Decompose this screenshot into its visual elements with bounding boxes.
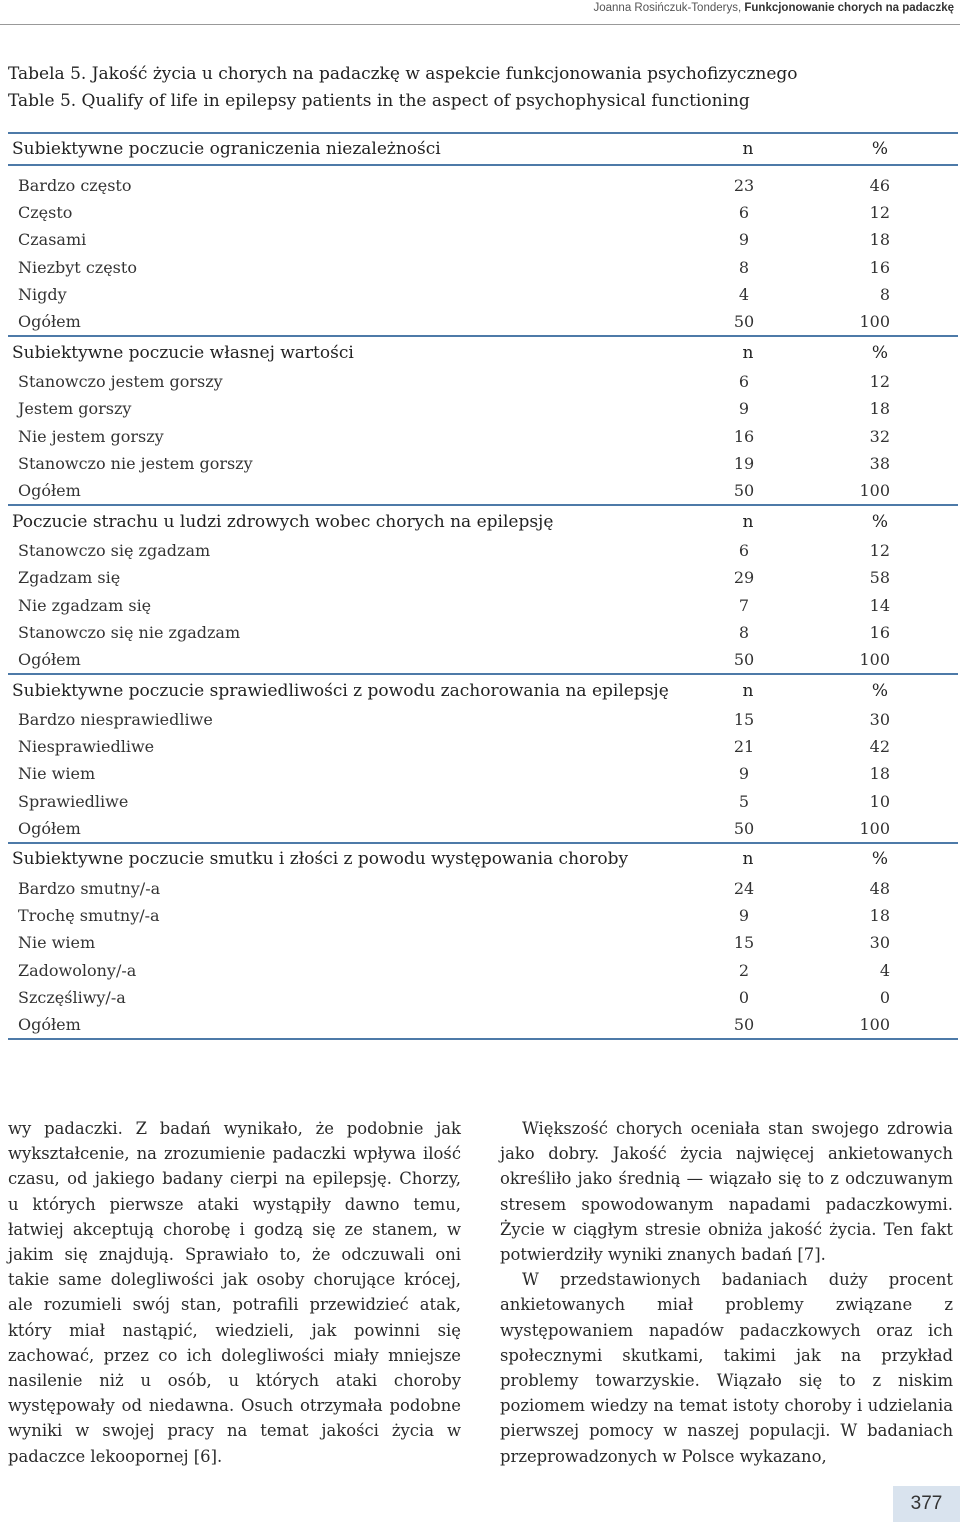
row-percent: 38 bbox=[869, 453, 890, 473]
running-header bbox=[0, 0, 960, 24]
body-column-left bbox=[8, 1116, 461, 1469]
row-n: 8 bbox=[738, 257, 750, 277]
row-n: 5 bbox=[738, 791, 750, 811]
row-percent: 18 bbox=[869, 764, 890, 784]
table-caption-en: Table 5. Qualify of life in epilepsy patients in the aspect of psychophysical functioning bbox=[8, 91, 750, 111]
section-title: Subiektywne poczucie sprawiedliwości z powodu zachorowania na epilepsję bbox=[12, 680, 669, 701]
row-percent: 16 bbox=[869, 257, 890, 277]
table-row bbox=[8, 199, 958, 226]
row-percent: 100 bbox=[859, 480, 890, 500]
body-paragraph: wy padaczki. Z badań wynikało, że podobnie jak wykształcenie, na zrozumienie padaczki wpływa ilość czasu, od jakiego badany cierpi na epilepsję. Chorzy, u których pierwsze ataki wystąpiły dawno temu, łatwiej akceptują chorobę i godzą się ze stanem, w jakim się znajdują. Sprawiało to, że odczuwali oni takie same dolegliwości jak osoby chorujące krócej, ale rozumieli swój stan, potrafili przewidzieć atak, który miał nastąpić, wiedzieli, jak powinni się zachować, przez co ich dolegliwości miały mniejsze nasilenie niż u osób, u których ataki choroby występowały od niedawna. Osuch otrzymała podobne wyniki w swojej pracy na temat jakości życia w padaczce lekoopornej [6]. bbox=[8, 1119, 461, 1466]
row-percent: 100 bbox=[859, 312, 890, 332]
table-row bbox=[8, 706, 958, 733]
table-row bbox=[8, 646, 958, 673]
row-label: Ogółem bbox=[18, 649, 81, 669]
table-row bbox=[8, 395, 958, 422]
row-percent: 42 bbox=[869, 737, 890, 757]
row-n: 9 bbox=[738, 230, 750, 250]
row-n: 6 bbox=[738, 541, 750, 561]
table-row bbox=[8, 760, 958, 787]
column-n-label: n bbox=[742, 680, 754, 701]
row-n: 50 bbox=[733, 480, 755, 500]
row-label: Trochę smutny/-a bbox=[18, 906, 160, 926]
table-caption-pl: Tabela 5. Jakość życia u chorych na padaczkę w aspekcie funkcjonowania psychofizycznego bbox=[8, 64, 798, 84]
table-row bbox=[8, 1011, 958, 1038]
row-n: 50 bbox=[733, 1014, 755, 1034]
row-label: Stanowczo się zgadzam bbox=[18, 541, 211, 561]
row-n: 29 bbox=[733, 568, 755, 588]
table-row bbox=[8, 815, 958, 842]
body-paragraph: W przedstawionych badaniach duży procent ankietowanych miał problemy związane z występowaniem napadów padaczkowych oraz ich społecznymi skutkami, takimi jak na przykład problemy towarzyskie. Wiązało się to z niskim poziomem wiedzy na temat istoty choroby i udzielania pierwszej pomocy w naszej populacji. W badaniach przeprowadzonych w Polsce wykazano, bbox=[500, 1270, 953, 1466]
table-row bbox=[8, 308, 958, 335]
table-row bbox=[8, 591, 958, 618]
row-n: 6 bbox=[738, 203, 750, 223]
row-n: 9 bbox=[738, 399, 750, 419]
row-label: Stanowczo nie jestem gorszy bbox=[18, 453, 253, 473]
row-label: Często bbox=[18, 203, 73, 223]
body-column-right bbox=[500, 1116, 953, 1469]
row-label: Bardzo niesprawiedliwe bbox=[18, 710, 213, 730]
row-label: Stanowczo jestem gorszy bbox=[18, 372, 223, 392]
row-percent: 48 bbox=[869, 879, 890, 899]
header-rule bbox=[8, 164, 958, 166]
row-percent: 10 bbox=[869, 791, 890, 811]
row-n: 50 bbox=[733, 818, 755, 838]
body-paragraph: Większość chorych oceniała stan swojego zdrowia jako dobry. Jakość życia najwięcej ankietowanych określiło jako średnią — wiązało się to z odczuwanym stresem spowodowanym napadami padaczkowymi. Życie w ciągłym stresie obniża jakość życia. Ten fakt potwierdziły wyniki znanych badań [7]. bbox=[500, 1119, 953, 1265]
row-n: 9 bbox=[738, 906, 750, 926]
column-percent-label: % bbox=[871, 139, 888, 159]
section-title: Poczucie strachu u ludzi zdrowych wobec chorych na epilepsję bbox=[12, 511, 554, 532]
row-label: Ogółem bbox=[18, 312, 81, 332]
row-n: 19 bbox=[733, 453, 755, 473]
table-row bbox=[8, 226, 958, 253]
row-percent: 30 bbox=[869, 933, 890, 953]
section-header bbox=[8, 506, 958, 537]
row-n: 21 bbox=[733, 737, 755, 757]
row-n: 50 bbox=[733, 649, 755, 669]
row-label: Szczęśliwy/-a bbox=[18, 987, 126, 1007]
row-percent: 18 bbox=[869, 399, 890, 419]
table-row bbox=[8, 172, 958, 199]
table-row bbox=[8, 984, 958, 1011]
row-n: 15 bbox=[733, 933, 755, 953]
row-percent: 14 bbox=[869, 595, 890, 615]
row-n: 6 bbox=[738, 372, 750, 392]
table-row bbox=[8, 368, 958, 395]
row-percent: 12 bbox=[869, 372, 890, 392]
header-title: Funkcjonowanie chorych na padaczkę bbox=[744, 2, 954, 14]
row-label: Stanowczo się nie zgadzam bbox=[18, 622, 241, 642]
table-row bbox=[8, 477, 958, 504]
row-percent: 4 bbox=[879, 960, 890, 980]
row-label: Zgadzam się bbox=[18, 568, 121, 588]
row-label: Jestem gorszy bbox=[18, 399, 132, 419]
row-label: Sprawiedliwe bbox=[18, 791, 129, 811]
row-n: 24 bbox=[733, 879, 755, 899]
row-percent: 0 bbox=[879, 987, 890, 1007]
row-percent: 8 bbox=[879, 284, 890, 304]
row-percent: 30 bbox=[869, 710, 890, 730]
row-n: 7 bbox=[738, 595, 750, 615]
table-row bbox=[8, 875, 958, 902]
column-percent-label: % bbox=[871, 342, 888, 363]
column-n-label: n bbox=[742, 342, 754, 363]
row-n: 0 bbox=[738, 987, 750, 1007]
section-header bbox=[8, 675, 958, 706]
results-table bbox=[8, 132, 958, 1040]
row-percent: 32 bbox=[869, 426, 890, 446]
page-number: 377 bbox=[893, 1486, 960, 1522]
row-label: Ogółem bbox=[18, 1014, 81, 1034]
row-percent: 12 bbox=[869, 203, 890, 223]
row-percent: 100 bbox=[859, 649, 890, 669]
row-n: 23 bbox=[733, 176, 755, 196]
table-row bbox=[8, 619, 958, 646]
column-percent-label: % bbox=[871, 511, 888, 532]
row-label: Zadowolony/-a bbox=[18, 960, 137, 980]
section-header bbox=[8, 337, 958, 368]
row-n: 8 bbox=[738, 622, 750, 642]
row-percent: 58 bbox=[869, 568, 890, 588]
column-n-label: n bbox=[742, 849, 754, 870]
section-title: Subiektywne poczucie smutku i złości z powodu występowania choroby bbox=[12, 849, 629, 870]
table-row bbox=[8, 902, 958, 929]
table-row bbox=[8, 957, 958, 984]
row-label: Nie jestem gorszy bbox=[18, 426, 164, 446]
table-row bbox=[8, 733, 958, 760]
row-label: Nigdy bbox=[18, 284, 67, 304]
row-label: Niesprawiedliwe bbox=[18, 737, 155, 757]
row-percent: 46 bbox=[869, 176, 890, 196]
table-row bbox=[8, 929, 958, 956]
row-percent: 12 bbox=[869, 541, 890, 561]
row-percent: 18 bbox=[869, 906, 890, 926]
row-label: Niezbyt często bbox=[18, 257, 137, 277]
column-percent-label: % bbox=[871, 680, 888, 701]
header-divider bbox=[0, 24, 960, 25]
table-row bbox=[8, 281, 958, 308]
table-row bbox=[8, 423, 958, 450]
row-label: Nie wiem bbox=[18, 764, 96, 784]
section-title: Subiektywne poczucie ograniczenia niezależności bbox=[12, 139, 441, 159]
row-label: Bardzo często bbox=[18, 176, 132, 196]
row-percent: 18 bbox=[869, 230, 890, 250]
table-row bbox=[8, 254, 958, 281]
column-n-label: n bbox=[742, 511, 754, 532]
row-percent: 100 bbox=[859, 1014, 890, 1034]
header-authors: Joanna Rosińczuk-Tonderys, bbox=[593, 2, 742, 14]
section-header bbox=[8, 844, 958, 875]
row-label: Czasami bbox=[18, 230, 87, 250]
table-row bbox=[8, 450, 958, 477]
row-label: Ogółem bbox=[18, 818, 81, 838]
row-n: 15 bbox=[733, 710, 755, 730]
row-label: Bardzo smutny/-a bbox=[18, 879, 161, 899]
row-label: Nie zgadzam się bbox=[18, 595, 152, 615]
row-n: 16 bbox=[733, 426, 755, 446]
row-label: Ogółem bbox=[18, 480, 81, 500]
row-n: 50 bbox=[733, 312, 755, 332]
column-n-label: n bbox=[742, 139, 754, 159]
table-row bbox=[8, 564, 958, 591]
section-header bbox=[8, 134, 958, 164]
row-n: 4 bbox=[738, 284, 750, 304]
table-row bbox=[8, 788, 958, 815]
table-bottom-rule bbox=[8, 1038, 958, 1040]
table-row bbox=[8, 537, 958, 564]
row-percent: 16 bbox=[869, 622, 890, 642]
column-percent-label: % bbox=[871, 849, 888, 870]
row-label: Nie wiem bbox=[18, 933, 96, 953]
section-title: Subiektywne poczucie własnej wartości bbox=[12, 342, 354, 363]
row-n: 9 bbox=[738, 764, 750, 784]
row-percent: 100 bbox=[859, 818, 890, 838]
row-n: 2 bbox=[738, 960, 750, 980]
